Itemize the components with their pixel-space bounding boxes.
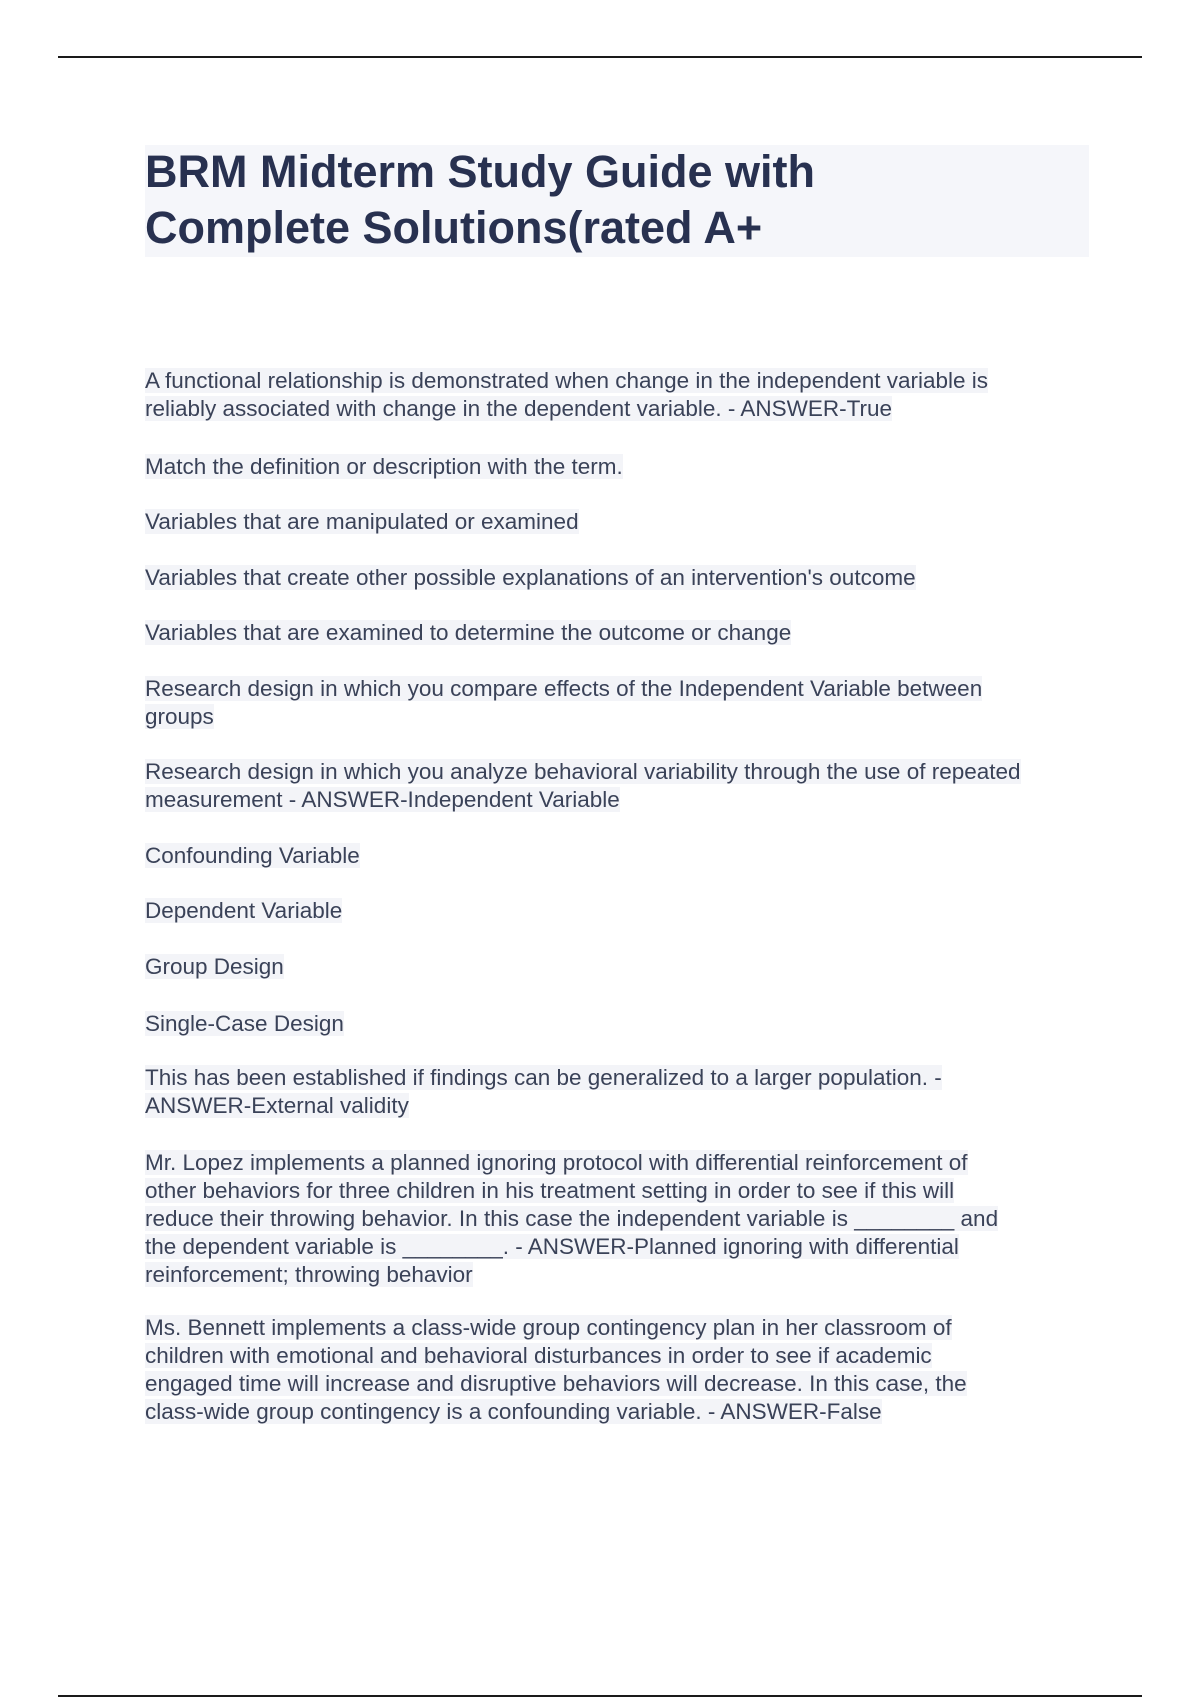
paragraph-line: Research design in which you compare effects of the Independent Variable between xyxy=(145,676,983,701)
qa-paragraph xyxy=(145,1064,942,1120)
paragraph-line: reduce their throwing behavior. In this case the independent variable is ________ and xyxy=(145,1206,999,1231)
qa-paragraph xyxy=(145,453,623,481)
qa-paragraph xyxy=(145,1149,998,1289)
paragraph-line: This has been established if findings can be generalized to a larger population. - xyxy=(145,1065,942,1090)
term-paragraph xyxy=(145,953,284,981)
term-paragraph xyxy=(145,1010,344,1038)
qa-paragraph xyxy=(145,564,916,592)
paragraph-line: Variables that create other possible explanations of an intervention's outcome xyxy=(145,565,916,590)
document-title-line-2: Complete Solutions(rated A+ xyxy=(145,202,763,253)
qa-paragraph xyxy=(145,1314,967,1426)
qa-paragraph xyxy=(145,619,791,647)
paragraph-line: ANSWER-External validity xyxy=(145,1093,409,1118)
paragraph-line: Ms. Bennett implements a class-wide group contingency plan in her classroom of xyxy=(145,1315,952,1340)
paragraph-line: Dependent Variable xyxy=(145,898,343,923)
paragraph-line: Group Design xyxy=(145,954,284,979)
paragraph-line: reinforcement; throwing behavior xyxy=(145,1262,473,1287)
paragraph-line: A functional relationship is demonstrated when change in the independent variable is xyxy=(145,368,989,393)
paragraph-line: Match the definition or description with the term. xyxy=(145,454,623,479)
paragraph-line: measurement - ANSWER-Independent Variable xyxy=(145,787,620,812)
qa-paragraph xyxy=(145,675,982,731)
paragraph-line: Confounding Variable xyxy=(145,843,360,868)
term-paragraph xyxy=(145,897,342,925)
paragraph-line: Variables that are examined to determine the outcome or change xyxy=(145,620,792,645)
paragraph-line: Research design in which you analyze behavioral variability through the use of repeated xyxy=(145,759,1021,784)
footer-rule xyxy=(58,1695,1142,1697)
paragraph-line: Variables that are manipulated or examined xyxy=(145,509,579,534)
paragraph-line: engaged time will increase and disruptive behaviors will decrease. In this case, the xyxy=(145,1371,967,1396)
qa-paragraph xyxy=(145,508,579,536)
qa-paragraph xyxy=(145,758,1021,814)
paragraph-line: Mr. Lopez implements a planned ignoring protocol with differential reinforcement of xyxy=(145,1150,968,1175)
paragraph-line: Single-Case Design xyxy=(145,1011,344,1036)
qa-paragraph xyxy=(145,367,988,423)
term-paragraph xyxy=(145,842,360,870)
paragraph-line: reliably associated with change in the dependent variable. - ANSWER-True xyxy=(145,396,893,421)
paragraph-line: class-wide group contingency is a confounding variable. - ANSWER-False xyxy=(145,1399,882,1424)
paragraph-line: the dependent variable is ________. - ANSWER-Planned ignoring with differential xyxy=(145,1234,959,1259)
document-title-line-1: BRM Midterm Study Guide with xyxy=(145,146,815,197)
paragraph-line: other behaviors for three children in his treatment setting in order to see if this will xyxy=(145,1178,955,1203)
title-block xyxy=(145,145,1089,257)
paragraph-line: children with emotional and behavioral disturbances in order to see if academic xyxy=(145,1343,932,1368)
paragraph-line: groups xyxy=(145,704,214,729)
header-rule xyxy=(58,56,1142,58)
